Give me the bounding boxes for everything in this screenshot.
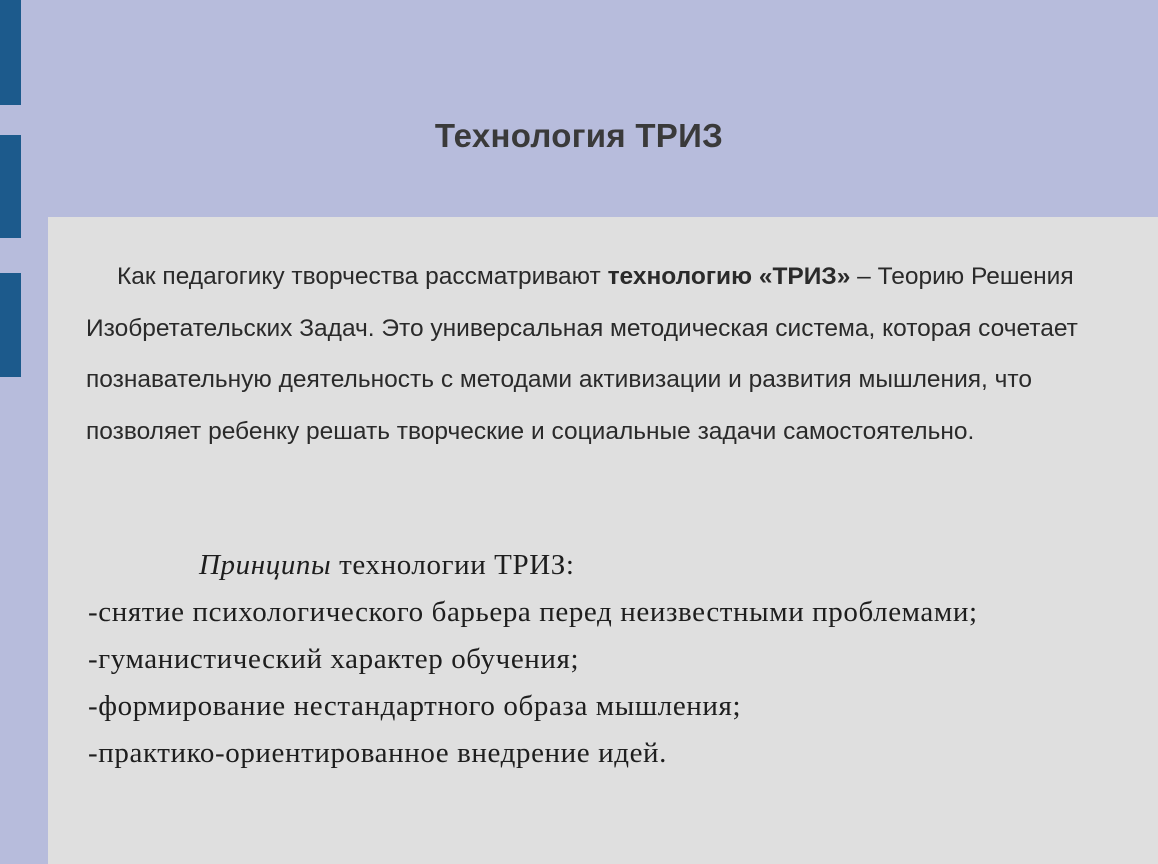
principle-item: -снятие психологического барьера перед неизвестными проблемами; xyxy=(88,596,978,628)
slide-title: Технология ТРИЗ xyxy=(434,117,724,154)
content-panel xyxy=(48,217,1158,864)
intro-lead: Как педагогику творчества рассматривают xyxy=(117,263,608,290)
principles-list xyxy=(88,542,1134,777)
intro-paragraph xyxy=(86,251,1106,457)
accent-bar xyxy=(0,273,21,377)
intro-bold-term: технологию «ТРИЗ» xyxy=(607,263,851,290)
intro-rest: – Теорию Решения Изобретательских Задач. Это универсальная методическая система, которая сочетает познавательную деятельность с методами активизации и развития мышления, что позволяет ребенку решать творческие и социальные задачи самостоятельно. xyxy=(86,263,1078,445)
principles-heading-italic: Принципы xyxy=(199,549,332,581)
principle-item: -гуманистический характер обучения; xyxy=(88,643,580,675)
principle-item: -формирование нестандартного образа мышления; xyxy=(88,690,742,722)
principles-heading-rest: технологии ТРИЗ: xyxy=(331,549,575,581)
principle-item: -практико-ориентированное внедрение идей. xyxy=(88,737,668,769)
accent-bar xyxy=(0,0,21,105)
principles-heading xyxy=(88,542,1134,588)
